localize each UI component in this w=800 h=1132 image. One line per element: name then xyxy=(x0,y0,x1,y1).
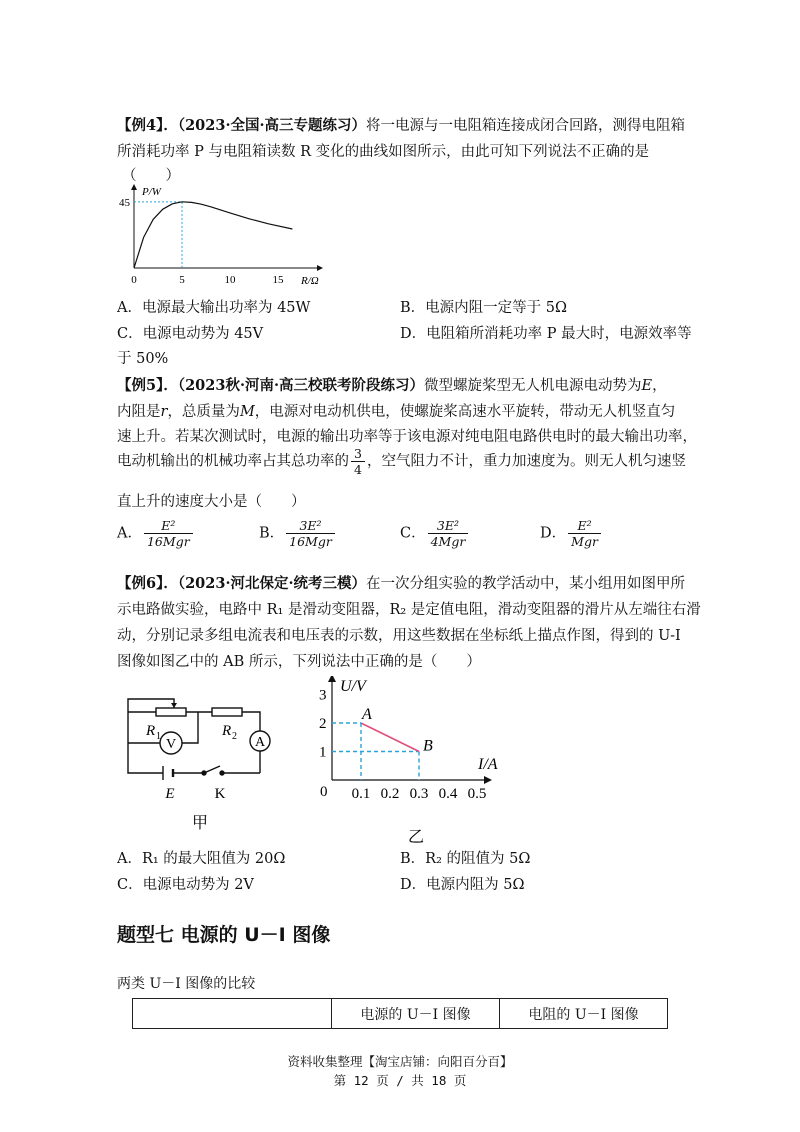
ex5-E: E xyxy=(641,378,653,394)
x-tick-label: 15 xyxy=(272,274,284,286)
section-title: 题型七 电源的 U－I 图像 xyxy=(117,924,331,946)
ex6-tag: 【例6】． xyxy=(117,575,178,592)
ex4-option-c[interactable]: C．电源电动势为 45V xyxy=(117,326,264,342)
voltmeter-label: V xyxy=(165,737,177,752)
y-axis-arrow xyxy=(131,184,137,190)
ex5-option-d-frac xyxy=(568,518,601,549)
ex6-source: （2023·河北保定·统考三模） xyxy=(177,575,367,592)
x-tick-label: 0.2 xyxy=(380,786,400,802)
ex5-l4b: ，空气阻力不计，重力加速度为。则无人机匀速竖 xyxy=(366,453,686,470)
ex6-option-a[interactable]: A．R₁ 的最大阻值为 20Ω xyxy=(117,851,286,867)
ex6-option-c[interactable]: C．电源电动势为 2V xyxy=(117,877,254,893)
ex5-frac-den: 4 xyxy=(354,462,362,477)
ex5-option-d-den: Mgr xyxy=(571,534,598,549)
battery-label: E xyxy=(165,786,175,802)
ex5-tag: 【例5】． xyxy=(117,377,178,394)
ex5-line-3: 速上升。若某次测试时，电源的输出功率等于该电源对纯电阻电路供电时的最大输出功率， xyxy=(117,429,697,445)
ex4-option-a[interactable]: A．电源最大输出功率为 45W xyxy=(117,300,311,316)
ex4-line-2: 所消耗功率 P 与电阻箱读数 R 变化的曲线如图所示，由此可知下列说法不正确的是 xyxy=(117,144,650,160)
ex5-option-a-label: A． xyxy=(117,525,142,542)
r2-sub: 2 xyxy=(232,731,237,742)
ex6-option-d[interactable]: D．电源内阻为 5Ω xyxy=(400,877,525,893)
ex4-tag: 【例4】． xyxy=(117,117,178,134)
ex4-line-1 xyxy=(117,114,685,135)
point-b-label: B xyxy=(423,737,433,755)
ex5-l2a: 内阻是 xyxy=(117,404,161,420)
ex5-line-1 xyxy=(117,374,667,395)
ex5-comma: ， xyxy=(652,378,667,394)
x-tick-label: 0.3 xyxy=(409,786,429,802)
x-axis-arrow xyxy=(484,776,492,784)
ab-line-segment xyxy=(361,723,419,752)
x-tick-label: 0 xyxy=(131,274,137,286)
x-tick-label: 0.4 xyxy=(438,786,458,802)
ex5-l4a: 电动机输出的机械功率占其总功率的 xyxy=(117,453,349,470)
ui-chart xyxy=(318,676,508,846)
ex5-option-d-label: D． xyxy=(540,525,567,542)
power-resistance-chart xyxy=(112,182,332,292)
r2-label: R xyxy=(222,723,232,739)
y-tick-label: 3 xyxy=(319,687,327,704)
ex5-r: r xyxy=(160,404,168,420)
ex5-option-a-frac xyxy=(144,518,193,549)
ex4-text-1: 将一电源与一电阻箱连接成闭合回路，测得电阻箱 xyxy=(366,118,686,134)
ex5-option-b-den: 16Mgr xyxy=(289,534,332,549)
ex6-option-b[interactable]: B．R₂ 的阻值为 5Ω xyxy=(400,851,531,867)
ex5-line-4 xyxy=(117,446,686,477)
point-a-label: A xyxy=(362,706,372,723)
ammeter-label: A xyxy=(254,735,266,750)
page-number: 第 12 页 / 共 18 页 xyxy=(333,1073,467,1088)
ex5-option-c[interactable] xyxy=(400,518,470,549)
ex5-option-a[interactable] xyxy=(117,518,195,549)
ex5-line-5: 直上升的速度大小是（ ） xyxy=(117,494,306,510)
ex5-option-b-frac xyxy=(286,518,335,549)
r1-label: R xyxy=(146,723,156,739)
ex5-option-b-num: 3E² xyxy=(286,518,335,534)
ex5-option-d[interactable] xyxy=(540,518,603,549)
origin-label: 0 xyxy=(320,784,328,800)
x-axis-label: R/Ω xyxy=(301,275,319,287)
y-tick-label: 45 xyxy=(119,196,130,209)
ex5-fraction xyxy=(351,446,365,477)
ex5-line-2 xyxy=(117,400,675,421)
ui-chart-caption: 乙 xyxy=(407,829,425,846)
ex5-option-b[interactable] xyxy=(259,518,337,549)
x-tick-label: 0.1 xyxy=(351,786,371,802)
y-axis-arrow xyxy=(328,676,336,682)
ex4-option-d-cont: 于 50% xyxy=(117,351,169,367)
ex5-option-d-num: E² xyxy=(568,518,601,534)
ex4-source: （2023·全国·高三专题练习） xyxy=(177,117,367,134)
ex6-text-1: 在一次分组实验的教学活动中，某小组用如图甲所 xyxy=(366,576,686,592)
x-tick-label: 5 xyxy=(179,274,185,286)
ex5-l2b: ，总质量为 xyxy=(167,404,240,420)
ex4-option-b[interactable]: B．电源内阻一定等于 5Ω xyxy=(400,300,568,316)
ex6-line-2: 示电路做实验，电路中 R₁ 是滑动变阻器，R₂ 是定值电阻，滑动变阻器的滑片从左端往右滑 xyxy=(117,602,701,618)
circuit-diagram xyxy=(118,690,278,840)
power-curve xyxy=(134,202,292,268)
ex5-M: M xyxy=(239,404,255,420)
y-tick-label: 1 xyxy=(319,744,327,761)
ex5-option-a-den: 16Mgr xyxy=(146,534,190,549)
ex5-option-c-num: 3E² xyxy=(428,518,469,534)
ex4-option-d[interactable]: D．电阻箱所消耗功率 P 最大时，电源效率等 xyxy=(400,326,692,342)
ex6-line-3: 动，分别记录多组电流表和电压表的示数，用这些数据在坐标纸上描点作图，得到的 U-I xyxy=(117,628,681,644)
y-tick-label: 2 xyxy=(319,716,327,732)
ex5-source: （2023秋·河南·高三校联考阶段练习） xyxy=(177,377,425,394)
ex6-line-1 xyxy=(117,572,685,593)
ex5-frac-num: 3 xyxy=(351,446,365,462)
r1-sub: 1 xyxy=(156,731,161,742)
ex4-paren: （ ） xyxy=(122,168,180,184)
x-axis-label: I/A xyxy=(478,756,498,773)
y-axis-label: P/W xyxy=(142,186,161,198)
ex5-option-c-den: 4Mgr xyxy=(430,534,466,549)
ex5-l2c: ，电源对电动机供电，使螺旋桨高速水平旋转，带动无人机竖直匀 xyxy=(254,404,676,420)
x-tick-label: 10 xyxy=(224,274,236,286)
table-header-cell: 电阻的 U－I 图像 xyxy=(500,999,668,1029)
comparison-table xyxy=(132,998,668,1029)
section-intro: 两类 U－I 图像的比较 xyxy=(117,976,256,992)
table-header-cell: 电源的 U－I 图像 xyxy=(332,999,500,1029)
table-header-row xyxy=(133,999,668,1029)
ex5-option-c-frac xyxy=(428,518,469,549)
table-header-cell xyxy=(133,999,332,1029)
ex6-line-4: 图像如图乙中的 AB 所示，下列说法中正确的是（ ） xyxy=(117,654,481,670)
footer-source: 资料收集整理【淘宝店铺：向阳百分百】 xyxy=(287,1054,513,1069)
ex5-option-c-label: C． xyxy=(400,525,426,542)
x-tick-label: 0.5 xyxy=(467,786,487,802)
circuit-caption: 甲 xyxy=(191,815,209,832)
ex5-option-b-label: B． xyxy=(259,525,285,542)
y-axis-label: U/V xyxy=(340,678,366,695)
x-axis-arrow xyxy=(317,265,323,271)
ex5-option-a-num: E² xyxy=(144,518,193,534)
ex5-text-1: 微型螺旋桨型无人机电源电动势为 xyxy=(424,378,642,394)
switch-label: K xyxy=(214,786,226,802)
